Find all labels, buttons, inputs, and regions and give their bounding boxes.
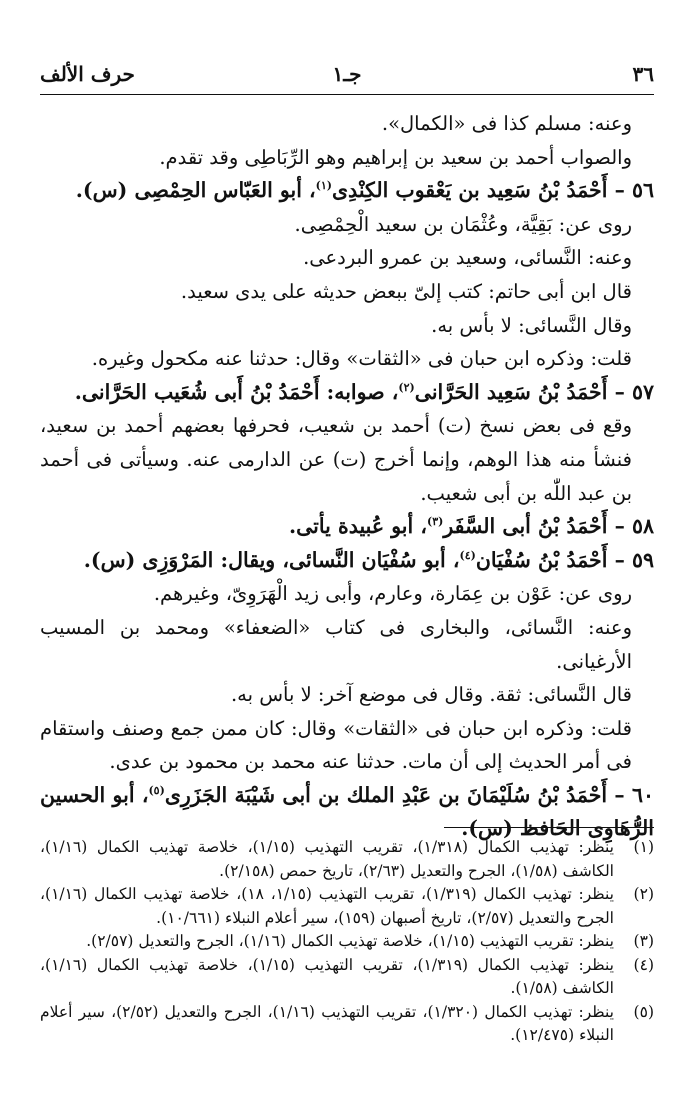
footnote-marker: (٥) [148, 784, 165, 798]
text-line: روى عن: بَقِيَّة، وعُثْمَان بن سعيد الْحِمْصِى. [294, 212, 632, 236]
entry-rest: ، صوابه: أَحْمَدُ بْنُ أَبى شُعَيب الحَرَّانى. [74, 379, 399, 404]
entry-number: ٥٧ [631, 379, 654, 404]
footnote-text: ينظر: تهذيب الكمال (١/٣١٩)، تقريب التهذيب (١/١٥، ١٨)، خلاصة تهذيب الكمال (١/١٦)، الجرح والتعديل (٢/٥٧)، تاريخ أصبهان (١٥٩)، سير أعلام النبلاء (١٠/٦٦١). [40, 885, 614, 927]
text-line: وقال النَّسائى: لا بأس به. [431, 313, 632, 337]
entry-number: ٥٩ [631, 547, 654, 572]
footnote-text: ينظر: تهذيب الكمال (١/٣١٩)، تقريب التهذيب (١/١٥)، خلاصة تهذيب الكمال (١/١٦)، الكاشف (١/٥٨). [40, 955, 614, 997]
text-line: وعنه: النَّسائى، والبخارى فى كتاب «الضعفاء» ومحمد بن المسيب الأرغيانى. [40, 615, 632, 673]
entry-number: ٥٨ [631, 514, 654, 539]
text-paragraph: قلت: وذكره ابن حبان فى «الثقات» وقال: كان ممن جمع وصنف واستقام فى أمر الحديث إلى أن مات. حدثنا عنه محمد بن محمود بن عدى. [40, 716, 632, 774]
text-line: قال النَّسائى: ثقة. وقال فى موضع آخر: لا بأس به. [230, 683, 632, 707]
footnote-item [40, 1001, 654, 1048]
footnote-text: ينظر: تهذيب الكمال (١/٣١٨)، تقريب التهذيب (١/١٥)، خلاصة تهذيب الكمال (١/١٦)، الكاشف (١/٥٨)، الجرح والتعديل (٢/٦٣)، تاريخ حمص (٢/١٥٨). [40, 838, 614, 880]
main-text [40, 107, 654, 846]
footnote-divider [444, 827, 654, 828]
footnote-marker: (٣) [426, 515, 444, 529]
footnote-item [40, 954, 654, 1001]
footnote-number: (٢) [633, 885, 654, 903]
chapter-title: حرف الألف [40, 62, 135, 86]
footnote-marker: (٤) [459, 548, 476, 562]
entry-rest: ، أبو العَبّاس الحِمْصِى (س). [75, 178, 316, 203]
footnote-number: (٣) [633, 932, 654, 950]
entry-name: أَحْمَدُ بْنُ أبى السَّفَر [443, 514, 608, 539]
footnote-text: ينظر: تقريب التهذيب (١/١٥)، خلاصة تهذيب الكمال (١/١٦)، الجرح والتعديل (٢/٥٧). [86, 932, 614, 950]
volume-label: جـ١ [332, 62, 362, 86]
entry-heading: ٦٠ – أَحْمَدُ بْنُ سُلَيْمَانَ بن عَبْدِ الملك بن أبى شَيْبَة الجَزَرِى$^{(٥)}$، أبو الحسين الرُّهَاوِى الحَافظ (س). [40, 782, 655, 841]
footnote-marker: (٢) [398, 380, 415, 394]
entry-heading: ٥٨ – أَحْمَدُ بْنُ أبى السَّفَر$^{(٣)}$، أبو عُبيدة يأتى. [288, 514, 654, 539]
text-paragraph: وقع فى بعض نسخ (ت) أحمد بن شعيب، فحرفها بعضهم أحمد بن سعيد، فنشأ منه هذا الوهم، وإنما أخرج (ت) عن الدارمى عنه. وسيأتى فى أحمد بن عبد اللّٰه بن أبى شعيب. [40, 414, 632, 505]
entry-name: أَحْمَدُ بْنُ سَعِيد بن يَعْقوب الكِنْدِى [332, 178, 608, 203]
footnote-text: ينظر: تهذيب الكمال (١/٣٢٠)، تقريب التهذيب (١/١٦)، الجرح والتعديل (٢/٥٢)، سير أعلام النبلاء (١٢/٤٧٥). [40, 1002, 614, 1044]
entry-number: ٥٦ [631, 178, 654, 203]
entry-rest: ، أبو عُبيدة يأتى. [288, 514, 427, 539]
text-line: والصواب أحمد بن سعيد بن إبراهيم وهو الرِّبَاطِى وقد تقدم. [159, 145, 632, 169]
text-line: وعنه: النَّسائى، وسعيد بن عمرو البردعى. [303, 246, 632, 270]
footnote-number: (٤) [633, 955, 654, 974]
entry-name: أَحْمَدُ بْنُ سُفْيَان [475, 547, 608, 572]
footnote-item [40, 836, 654, 883]
running-header [40, 60, 654, 95]
entry-rest: ، أبو سُفْيَان النَّسائى، ويقال: المَرْوَزِى (س). [83, 547, 460, 572]
footnote-marker: (١) [315, 179, 333, 193]
entry-heading: ٥٧ – أَحْمَدُ بْنُ سَعِيد الحَرَّانى$^{(٢)}$، صوابه: أَحْمَدُ بْنُ أَبى شُعَيب الحَرَّانى. [74, 379, 654, 404]
entry-rest: ، أبو الحسين الرُّهَاوِى الحَافظ (س). [40, 782, 654, 841]
footnotes [40, 836, 654, 1048]
footnote-number: (١) [633, 838, 654, 856]
text-line: قال ابن أبى حاتم: كتب إلىّ ببعض حديثه على يدى سعيد. [180, 279, 632, 303]
entry-heading: ٥٦ – أَحْمَدُ بْنُ سَعِيد بن يَعْقوب الكِنْدِى$^{(١)}$، أبو العَبّاس الحِمْصِى (س). [75, 178, 654, 203]
text-line: وعنه: مسلم كذا فى «الكمال». [381, 112, 632, 135]
entry-number: ٦٠ [631, 782, 655, 807]
page-number: ٣٦ [632, 62, 654, 86]
entry-name: أَحْمَدُ بْنُ سُلَيْمَانَ بن عَبْدِ الملك بن أبى شَيْبَة الجَزَرِى [164, 782, 608, 807]
entry-heading: ٥٩ – أَحْمَدُ بْنُ سُفْيَان$^{(٤)}$، أبو سُفْيَان النَّسائى، ويقال: المَرْوَزِى (س). [83, 547, 654, 572]
text-line: روى عن: عَوْن بن عِمَارة، وعارم، وأبى زيد الْهَرَوِىّ، وغيرهم. [153, 582, 632, 606]
footnote-item [40, 883, 654, 930]
footnote-number: (٥) [633, 1002, 654, 1021]
text-line: قلت: وذكره ابن حبان فى «الثقات» وقال: حدثنا عنه مكحول وغيره. [91, 347, 632, 371]
entry-name: أَحْمَدُ بْنُ سَعِيد الحَرَّانى [414, 379, 608, 404]
footnote-item [40, 930, 654, 954]
